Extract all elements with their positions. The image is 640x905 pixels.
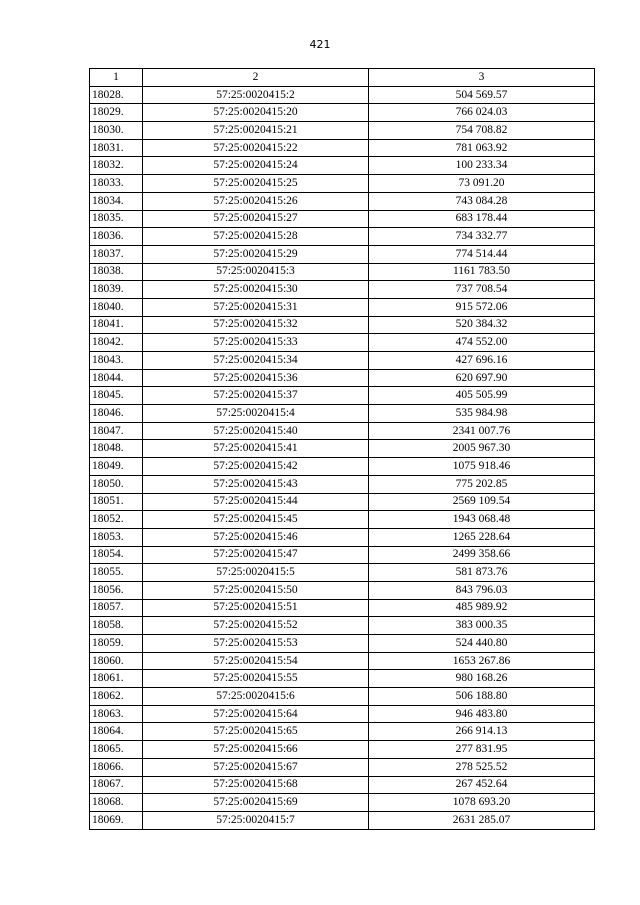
- value-cell: 267 452.64: [369, 776, 595, 794]
- table-row: [90, 688, 595, 706]
- cadastral-number-cell: 57:25:0020415:29: [143, 245, 369, 263]
- table-header: [90, 69, 595, 87]
- cadastral-number-cell: 57:25:0020415:54: [143, 652, 369, 670]
- value-cell: 73 091.20: [369, 175, 595, 193]
- value-cell: 1653 267.86: [369, 652, 595, 670]
- row-number-cell: 18039.: [90, 281, 143, 299]
- row-number-cell: 18029.: [90, 104, 143, 122]
- cadastral-number-cell: 57:25:0020415:40: [143, 422, 369, 440]
- row-number-cell: 18069.: [90, 811, 143, 829]
- row-number-cell: 18037.: [90, 245, 143, 263]
- cadastral-number-cell: 57:25:0020415:28: [143, 228, 369, 246]
- cadastral-number-cell: 57:25:0020415:31: [143, 298, 369, 316]
- table-row: [90, 175, 595, 193]
- value-cell: 915 572.06: [369, 298, 595, 316]
- value-cell: 843 796.03: [369, 581, 595, 599]
- row-number-cell: 18053.: [90, 528, 143, 546]
- table-row: [90, 741, 595, 759]
- cadastral-number-cell: 57:25:0020415:68: [143, 776, 369, 794]
- table-row: [90, 104, 595, 122]
- table-row: [90, 599, 595, 617]
- table-row: [90, 210, 595, 228]
- cadastral-number-cell: 57:25:0020415:37: [143, 387, 369, 405]
- row-number-cell: 18036.: [90, 228, 143, 246]
- table-row: [90, 122, 595, 140]
- cadastral-number-cell: 57:25:0020415:50: [143, 581, 369, 599]
- table-row: [90, 157, 595, 175]
- value-cell: 474 552.00: [369, 334, 595, 352]
- value-cell: 980 168.26: [369, 670, 595, 688]
- row-number-cell: 18033.: [90, 175, 143, 193]
- page-number: 421: [309, 38, 331, 51]
- row-number-cell: 18050.: [90, 475, 143, 493]
- row-number-cell: 18044.: [90, 369, 143, 387]
- value-cell: 427 696.16: [369, 352, 595, 370]
- table-row: [90, 776, 595, 794]
- row-number-cell: 18047.: [90, 422, 143, 440]
- table-row: [90, 316, 595, 334]
- cadastral-number-cell: 57:25:0020415:65: [143, 723, 369, 741]
- cadastral-number-cell: 57:25:0020415:5: [143, 564, 369, 582]
- cadastral-number-cell: 57:25:0020415:33: [143, 334, 369, 352]
- row-number-cell: 18061.: [90, 670, 143, 688]
- value-cell: 1161 783.50: [369, 263, 595, 281]
- value-cell: 2341 007.76: [369, 422, 595, 440]
- value-cell: 405 505.99: [369, 387, 595, 405]
- cadastral-number-cell: 57:25:0020415:22: [143, 139, 369, 157]
- value-cell: 775 202.85: [369, 475, 595, 493]
- value-cell: 781 063.92: [369, 139, 595, 157]
- value-cell: 277 831.95: [369, 741, 595, 759]
- row-number-cell: 18032.: [90, 157, 143, 175]
- row-number-cell: 18046.: [90, 405, 143, 423]
- row-number-cell: 18057.: [90, 599, 143, 617]
- cadastral-number-cell: 57:25:0020415:2: [143, 86, 369, 104]
- table-row: [90, 369, 595, 387]
- table-row: [90, 635, 595, 653]
- row-number-cell: 18066.: [90, 758, 143, 776]
- table-row: [90, 528, 595, 546]
- table-body: [90, 86, 595, 829]
- cadastral-number-cell: 57:25:0020415:26: [143, 192, 369, 210]
- row-number-cell: 18054.: [90, 546, 143, 564]
- header-row: [90, 69, 595, 87]
- value-cell: 278 525.52: [369, 758, 595, 776]
- cadastral-number-cell: 57:25:0020415:42: [143, 458, 369, 476]
- cadastral-number-cell: 57:25:0020415:36: [143, 369, 369, 387]
- data-table: [89, 68, 595, 830]
- column-header-3: 3: [369, 69, 595, 87]
- table-row: [90, 705, 595, 723]
- table-row: [90, 86, 595, 104]
- cadastral-number-cell: 57:25:0020415:30: [143, 281, 369, 299]
- value-cell: 1265 228.64: [369, 528, 595, 546]
- value-cell: 535 984.98: [369, 405, 595, 423]
- value-cell: 734 332.77: [369, 228, 595, 246]
- value-cell: 485 989.92: [369, 599, 595, 617]
- value-cell: 2499 358.66: [369, 546, 595, 564]
- cadastral-number-cell: 57:25:0020415:66: [143, 741, 369, 759]
- value-cell: 683 178.44: [369, 210, 595, 228]
- table-row: [90, 192, 595, 210]
- row-number-cell: 18062.: [90, 688, 143, 706]
- value-cell: 2631 285.07: [369, 811, 595, 829]
- row-number-cell: 18060.: [90, 652, 143, 670]
- table-row: [90, 245, 595, 263]
- row-number-cell: 18055.: [90, 564, 143, 582]
- value-cell: 774 514.44: [369, 245, 595, 263]
- cadastral-number-cell: 57:25:0020415:25: [143, 175, 369, 193]
- cadastral-number-cell: 57:25:0020415:46: [143, 528, 369, 546]
- value-cell: 1075 918.46: [369, 458, 595, 476]
- cadastral-number-cell: 57:25:0020415:51: [143, 599, 369, 617]
- value-cell: 766 024.03: [369, 104, 595, 122]
- table-row: [90, 298, 595, 316]
- value-cell: 504 569.57: [369, 86, 595, 104]
- value-cell: 524 440.80: [369, 635, 595, 653]
- row-number-cell: 18058.: [90, 617, 143, 635]
- cadastral-number-cell: 57:25:0020415:20: [143, 104, 369, 122]
- value-cell: 1078 693.20: [369, 794, 595, 812]
- cadastral-number-cell: 57:25:0020415:34: [143, 352, 369, 370]
- row-number-cell: 18056.: [90, 581, 143, 599]
- cadastral-number-cell: 57:25:0020415:6: [143, 688, 369, 706]
- row-number-cell: 18034.: [90, 192, 143, 210]
- value-cell: 100 233.34: [369, 157, 595, 175]
- cadastral-number-cell: 57:25:0020415:64: [143, 705, 369, 723]
- table-row: [90, 546, 595, 564]
- table-row: [90, 458, 595, 476]
- row-number-cell: 18030.: [90, 122, 143, 140]
- cadastral-number-cell: 57:25:0020415:55: [143, 670, 369, 688]
- cadastral-number-cell: 57:25:0020415:47: [143, 546, 369, 564]
- table-row: [90, 511, 595, 529]
- table-row: [90, 723, 595, 741]
- table-row: [90, 422, 595, 440]
- row-number-cell: 18038.: [90, 263, 143, 281]
- cadastral-number-cell: 57:25:0020415:27: [143, 210, 369, 228]
- value-cell: 620 697.90: [369, 369, 595, 387]
- table-row: [90, 652, 595, 670]
- table-row: [90, 758, 595, 776]
- cadastral-number-cell: 57:25:0020415:52: [143, 617, 369, 635]
- value-cell: 737 708.54: [369, 281, 595, 299]
- table-row: [90, 139, 595, 157]
- cadastral-number-cell: 57:25:0020415:24: [143, 157, 369, 175]
- row-number-cell: 18065.: [90, 741, 143, 759]
- table-row: [90, 617, 595, 635]
- row-number-cell: 18067.: [90, 776, 143, 794]
- value-cell: 520 384.32: [369, 316, 595, 334]
- table-row: [90, 794, 595, 812]
- column-header-1: 1: [90, 69, 143, 87]
- row-number-cell: 18031.: [90, 139, 143, 157]
- value-cell: 754 708.82: [369, 122, 595, 140]
- cadastral-number-cell: 57:25:0020415:44: [143, 493, 369, 511]
- table-row: [90, 811, 595, 829]
- row-number-cell: 18040.: [90, 298, 143, 316]
- row-number-cell: 18063.: [90, 705, 143, 723]
- table-row: [90, 475, 595, 493]
- row-number-cell: 18064.: [90, 723, 143, 741]
- value-cell: 383 000.35: [369, 617, 595, 635]
- row-number-cell: 18042.: [90, 334, 143, 352]
- row-number-cell: 18041.: [90, 316, 143, 334]
- cadastral-number-cell: 57:25:0020415:53: [143, 635, 369, 653]
- row-number-cell: 18048.: [90, 440, 143, 458]
- table-row: [90, 387, 595, 405]
- table-row: [90, 281, 595, 299]
- cadastral-number-cell: 57:25:0020415:3: [143, 263, 369, 281]
- cadastral-number-cell: 57:25:0020415:7: [143, 811, 369, 829]
- row-number-cell: 18028.: [90, 86, 143, 104]
- table-row: [90, 405, 595, 423]
- table-row: [90, 263, 595, 281]
- row-number-cell: 18052.: [90, 511, 143, 529]
- table-row: [90, 581, 595, 599]
- value-cell: 743 084.28: [369, 192, 595, 210]
- value-cell: 2005 967.30: [369, 440, 595, 458]
- row-number-cell: 18045.: [90, 387, 143, 405]
- value-cell: 506 188.80: [369, 688, 595, 706]
- cadastral-number-cell: 57:25:0020415:32: [143, 316, 369, 334]
- table-row: [90, 352, 595, 370]
- table-row: [90, 334, 595, 352]
- table-row: [90, 670, 595, 688]
- row-number-cell: 18049.: [90, 458, 143, 476]
- table-row: [90, 493, 595, 511]
- table-row: [90, 228, 595, 246]
- cadastral-number-cell: 57:25:0020415:45: [143, 511, 369, 529]
- row-number-cell: 18059.: [90, 635, 143, 653]
- table-row: [90, 440, 595, 458]
- row-number-cell: 18068.: [90, 794, 143, 812]
- value-cell: 2569 109.54: [369, 493, 595, 511]
- row-number-cell: 18051.: [90, 493, 143, 511]
- cadastral-number-cell: 57:25:0020415:21: [143, 122, 369, 140]
- cadastral-number-cell: 57:25:0020415:4: [143, 405, 369, 423]
- cadastral-number-cell: 57:25:0020415:41: [143, 440, 369, 458]
- cadastral-number-cell: 57:25:0020415:43: [143, 475, 369, 493]
- column-header-2: 2: [143, 69, 369, 87]
- cadastral-number-cell: 57:25:0020415:69: [143, 794, 369, 812]
- value-cell: 946 483.80: [369, 705, 595, 723]
- row-number-cell: 18043.: [90, 352, 143, 370]
- table-row: [90, 564, 595, 582]
- value-cell: 266 914.13: [369, 723, 595, 741]
- value-cell: 581 873.76: [369, 564, 595, 582]
- value-cell: 1943 068.48: [369, 511, 595, 529]
- cadastral-number-cell: 57:25:0020415:67: [143, 758, 369, 776]
- row-number-cell: 18035.: [90, 210, 143, 228]
